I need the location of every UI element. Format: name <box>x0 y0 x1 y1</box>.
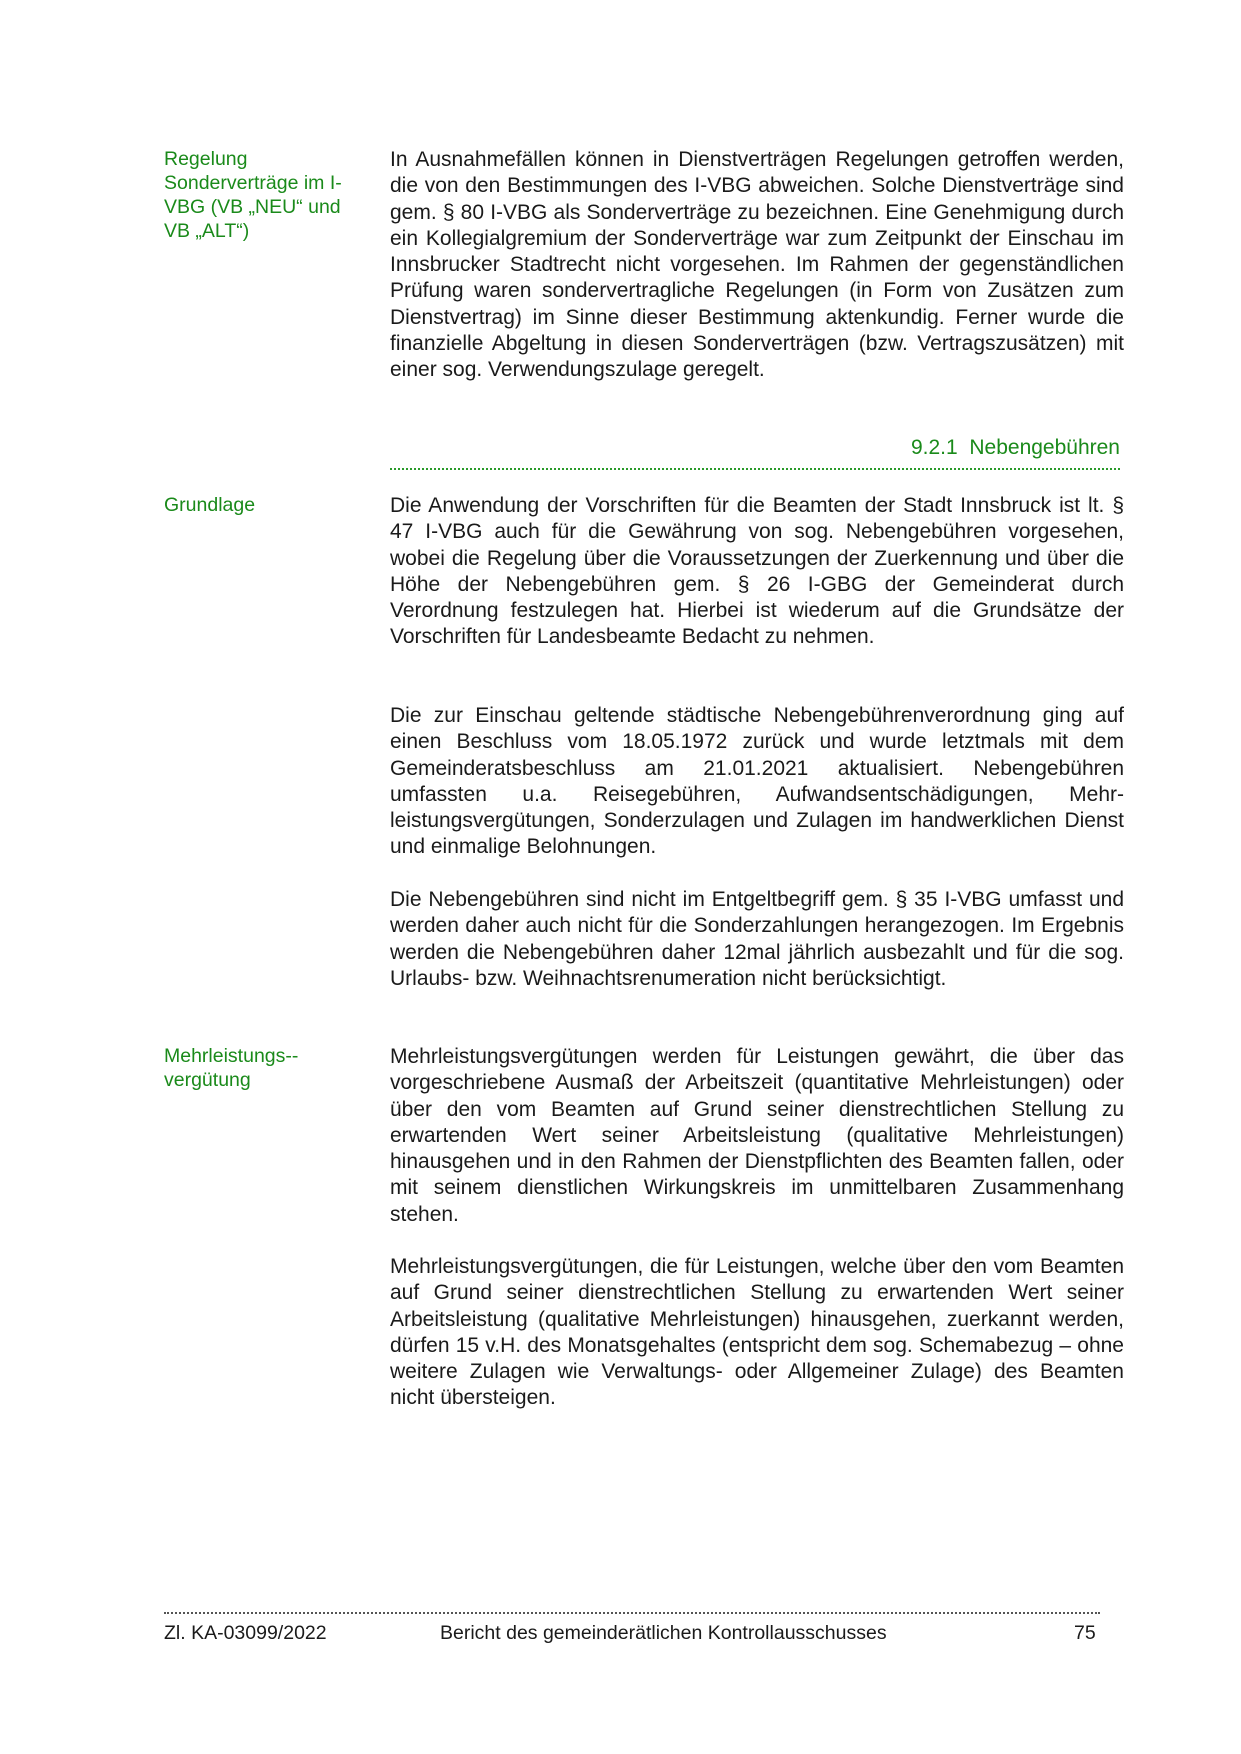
footer-divider <box>164 1612 1100 1614</box>
margin-note-mehrleistungsverguetung: Mehrleistungs-vergütung <box>164 1045 299 1091</box>
margin-note-grundlage: Grundlage <box>164 494 256 516</box>
paragraph-nebengebuehrenverordnung: Die zur Einschau geltende städtische Nebengebührenverordnung ging auf einen Beschluss vom 18.05.1972 zurück und wurde letztmals mit dem Gemeinderatsbeschluss am 21.01.2021 aktualisiert. Nebengebühren umfassten u.a. Reisegebühren, Aufwandsentschädigungen, Mehrleistungsvergütungen, Sonderzulagen und Zulagen im handwerklichen Dienst und einmalige Belohnungen. <box>390 704 1124 859</box>
paragraph-grundlage-anwendung: Die Anwendung der Vorschriften für die Beamten der Stadt Innsbruck ist lt. § 47 I-VBG auch für die Gewährung von sog. Nebengebühren vorgesehen, wobei die Regelung über die Voraussetzungen der Zuerkennung und über die Höhe der Nebengebühren gem. § 26 I-GBG der Gemeinderat durch Verordnung festzulegen hat. Hierbei ist wiederum auf die Grundsätze der Vorschriften für Landesbeamte Bedacht zu nehmen. <box>390 494 1124 649</box>
page-number: 75 <box>1074 1622 1096 1644</box>
margin-note-regelung-sondervertraege: Regelung Sonderverträge im I-VBG (VB „NEU“ und VB „ALT“) <box>164 148 342 242</box>
paragraph-mehrleistungsverguetung-definition: Mehrleistungsvergütungen werden für Leistungen gewährt, die über das vorgeschriebene Ausmaß der Arbeitszeit (quantitative Mehrleistungen) oder über den vom Beamten auf Grund seiner dienstrechtlichen Stellung zu erwartenden Wert seiner Arbeitsleistung (qualitative Mehrleistungen) hinausgehen und in den Rahmen der Dienstpflichten des Beamten fallen, oder mit seinem dienstlichen Wirkungskreis im unmittelbaren Zusammenhang stehen. <box>390 1045 1124 1226</box>
paragraph-sondervertraege: In Ausnahmefällen können in Dienstverträgen Regelungen getroffen werden, die von den Bestimmungen des I-VBG abweichen. Solche Dienstverträge sind gem. § 80 I-VBG als Sonderverträge zu bezeichnen. Eine Genehmigung durch ein Kollegialgremium der Sonderverträge war zum Zeitpunkt der Einschau im Innsbrucker Stadtrecht nicht vorgesehen. Im Rahmen der gegenständlichen Prüfung waren sondervertragliche Regelungen (in Form von Zusätzen zum Dienstvertrag) im Sinne dieser Bestimmung aktenkundig. Ferner wurde die finanzielle Abgeltung in diesen Sonderverträgen (bzw. Vertragszusätzen) mit einer sog. Verwendungszulage geregelt. <box>390 148 1124 382</box>
section-title: Nebengebühren <box>969 436 1120 459</box>
footer-report-title: Bericht des gemeinderätlichen Kontrollausschusses <box>440 1622 887 1644</box>
paragraph-entgeltbegriff: Die Nebengebühren sind nicht im Entgeltbegriff gem. § 35 I-VBG umfasst und werden daher auch nicht für die Sonderzahlungen herangezogen. Im Ergebnis werden die Nebengebühren daher 12mal jährlich ausbezahlt und für die sog. Urlaubs- bzw. Weihnachtsrenumeration nicht berücksichtigt. <box>390 888 1124 990</box>
footer-reference: Zl. KA-03099/2022 <box>164 1622 327 1644</box>
section-number: 9.2.1 <box>910 436 958 459</box>
paragraph-mehrleistungsverguetung-grenze: Mehrleistungsvergütungen, die für Leistungen, welche über den vom Beamten auf Grund seiner dienstrechtlichen Stellung zu erwartenden Wert seiner Arbeitsleistung (qualitative Mehrleistungen) hinausgehen, zuerkannt werden, dürfen 15 v.H. des Monatsgehaltes (entspricht dem sog. Schemabezug – ohne weitere Zulagen wie Verwaltungs- oder Allgemeiner Zulage) des Beamten nicht übersteigen. <box>390 1255 1124 1410</box>
section-heading-nebengebuehren <box>390 434 1120 470</box>
